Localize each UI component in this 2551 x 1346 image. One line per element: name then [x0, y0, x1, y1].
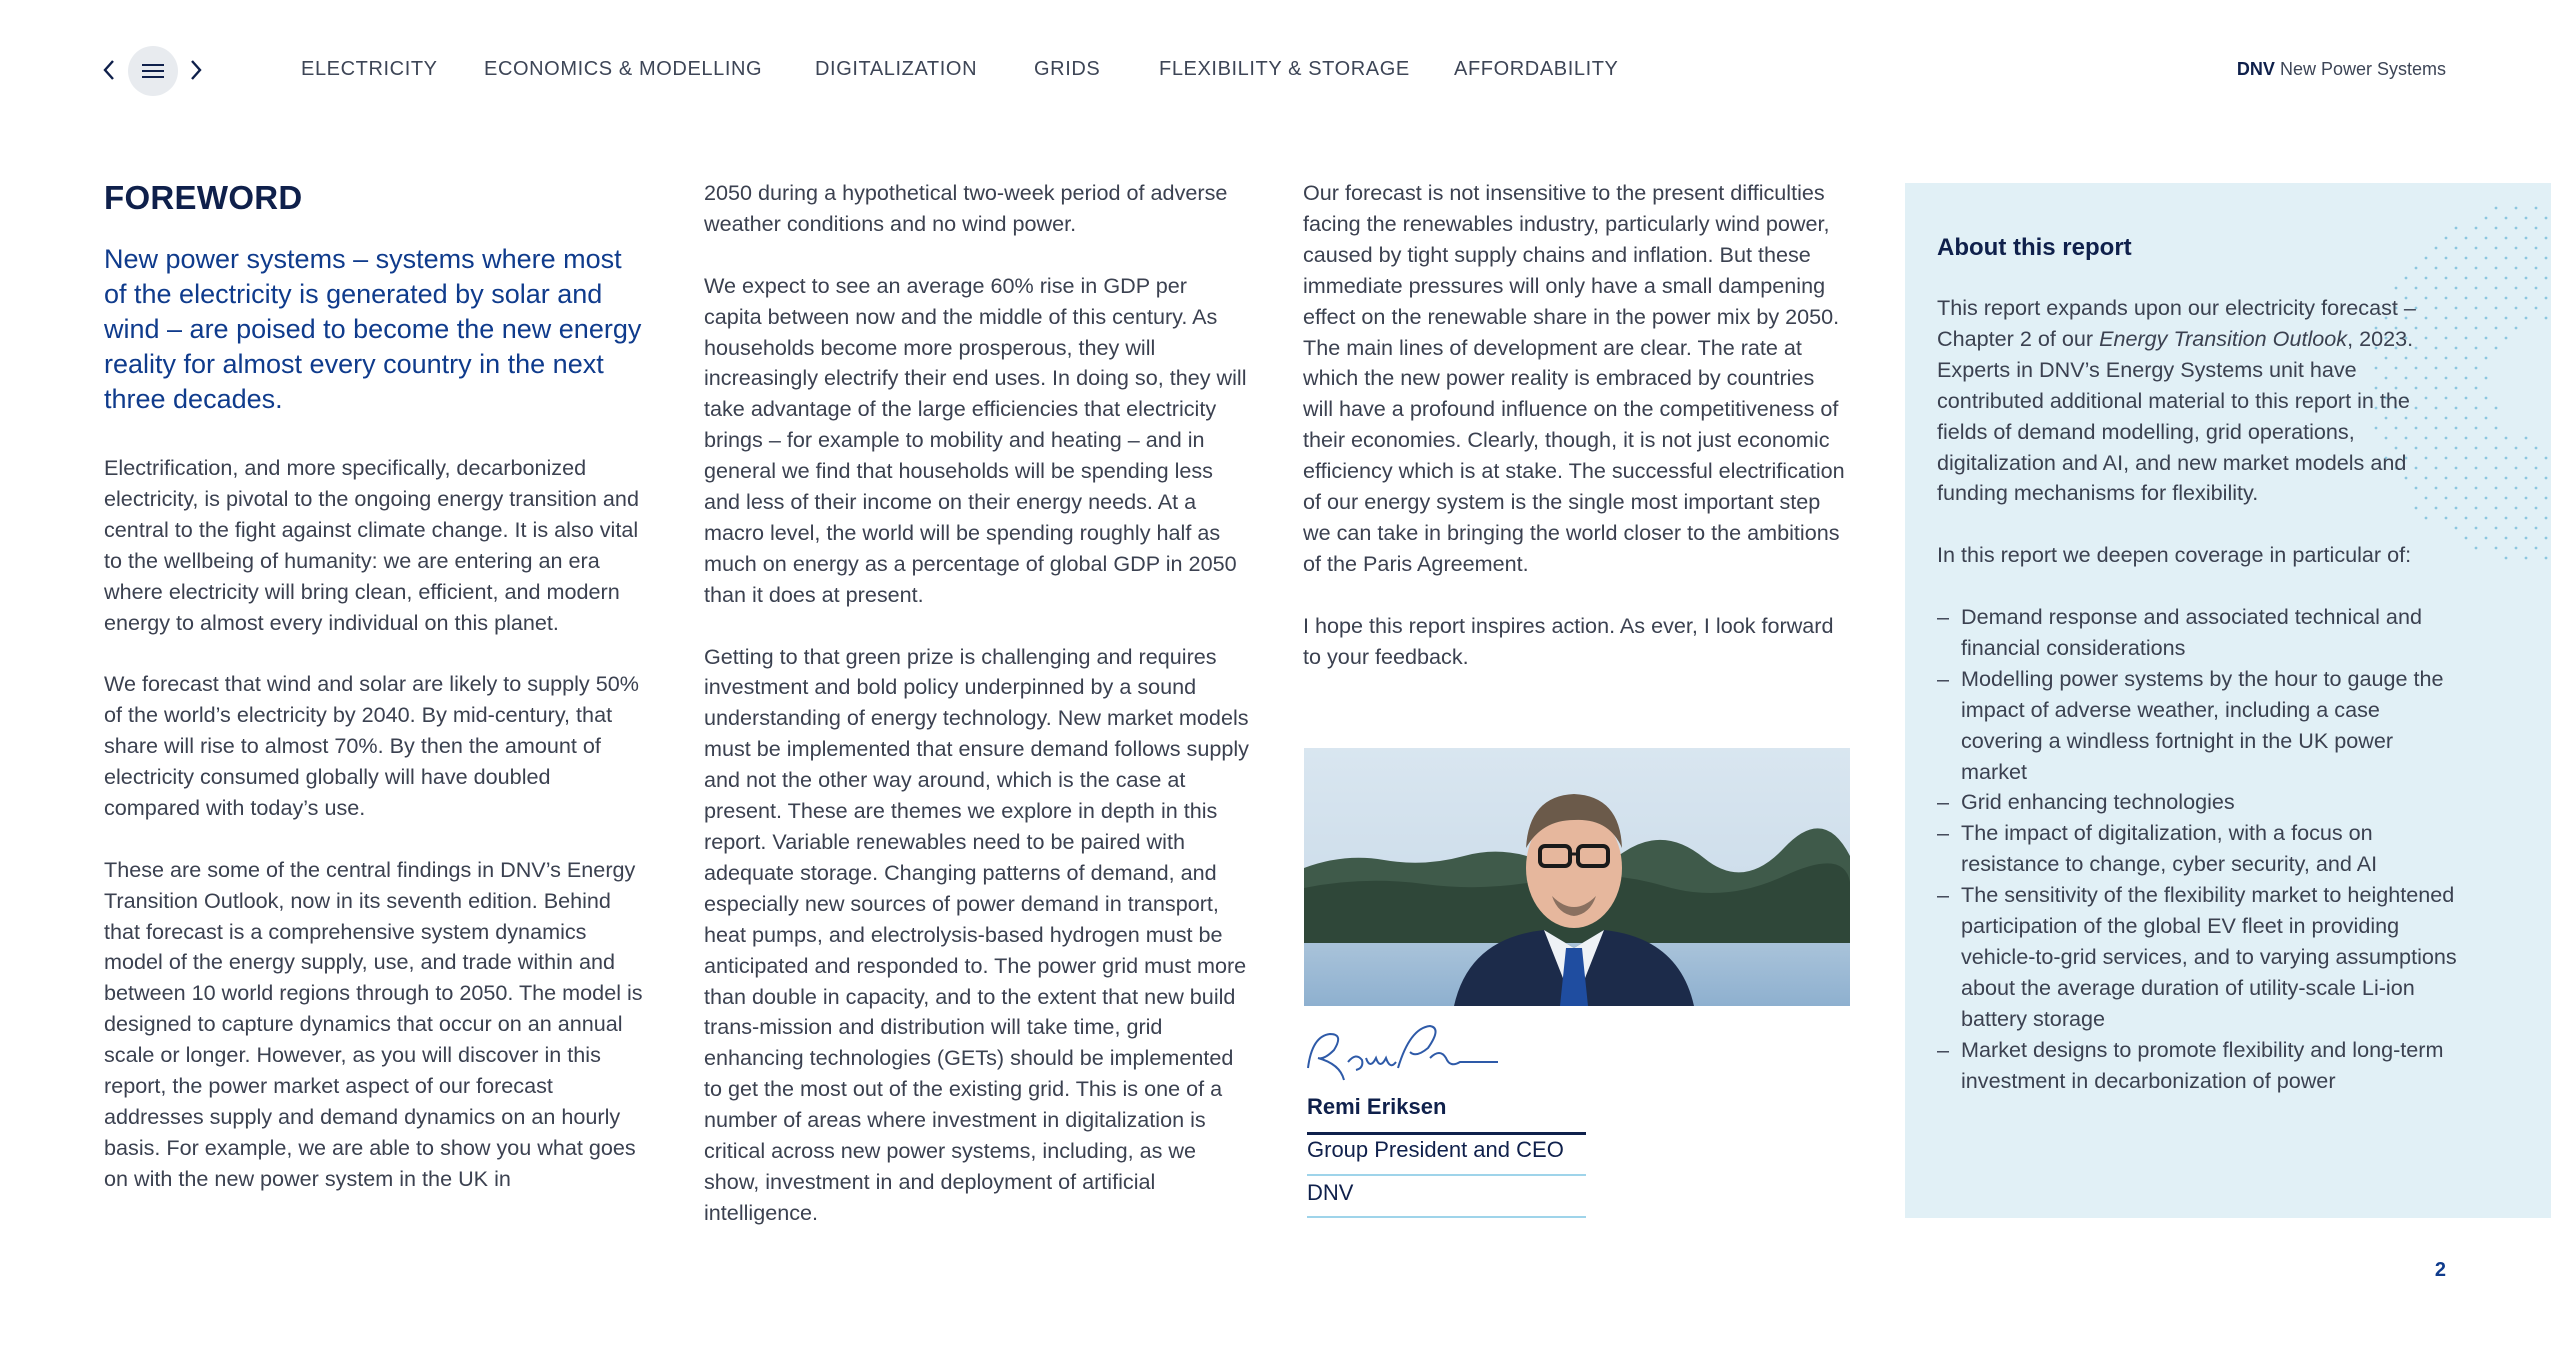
signatory-role: Group President and CEO	[1307, 1137, 1586, 1176]
body-paragraph: We forecast that wind and solar are likely to supply 50% of the world’s electricity by 2040. By mid-century, that share will rise to almost 70%. By then the amount of electricity consumed globally will have doubled compared with today’s use.	[104, 671, 639, 820]
nav-affordability[interactable]: AFFORDABILITY	[1454, 58, 1619, 80]
coverage-label: In this report we deepen coverage in particular of:	[1937, 542, 2412, 568]
top-navigation	[0, 0, 2551, 140]
body-paragraph: We expect to see an average 60% rise in GDP per capita between now and the middle of this century. As households become more prosperous, they will increasingly electrify their end uses. In doing so, they will take advantage of the large efficiencies that electricity brings – for example to mobility and heating – and in general we find that households will be spending less and less of their income on their energy needs. At a macro level, the world will be spending roughly half as much on energy as a percentage of global GDP in 2050 than it does at present.	[704, 272, 1247, 607]
ceo-portrait	[1304, 748, 1850, 1006]
signatory-organization: DNV	[1307, 1180, 1586, 1218]
list-item: – The impact of digitalization, with a focus on resistance to change, cyber security, and AI	[1937, 818, 2457, 880]
coverage-list	[1937, 602, 2457, 1097]
body-paragraph: 2050 during a hypothetical two-week period of adverse weather conditions and no wind power.	[704, 180, 1228, 236]
about-heading: About this report	[1937, 234, 2132, 261]
body-paragraph: Our forecast is not insensitive to the present difficulties facing the renewables industry, particularly wind power, caused by tight supply chains and inflation. But these immediate pressures will only have a small dampening effect on the renewable share in the power mix by 2050. The main lines of development are clear. The rate at which the new power reality is embraced by countries will have a profound influence on the competitiveness of their economies. Clearly, though, it is not just economic efficiency which is at stake. The successful electrification of our energy system is the single most important step we can take in bringing the world closer to the ambitions of the Paris Agreement.	[1303, 180, 1845, 576]
body-paragraph: I hope this report inspires action. As ever, I look forward to your feedback.	[1303, 612, 1834, 669]
body-paragraph: Electrification, and more specifically, decarbonized electricity, is pivotal to the ongoing energy transition and central to the fight against climate change. It is also vital to the wellbeing of humanity: we are entering an era where electricity will bring clean, efficient, and modern energy to almost every individual on this planet.	[104, 455, 639, 635]
brand-label	[2237, 59, 2446, 80]
about-intro: This report expands upon our electricity forecast – Chapter 2 of our Energy Transition Outlook, 2023. Experts in DNV’s Energy Systems unit have contributed additional material to this report in the fields of demand modelling, grid operations, digitalization and AI, and new market models and funding mechanisms for flexibility.	[1937, 295, 2416, 506]
chevron-left-icon[interactable]	[94, 52, 124, 88]
signatory-name: Remi Eriksen	[1307, 1094, 1586, 1135]
list-item: – Grid enhancing technologies	[1937, 787, 2457, 818]
page-number: 2	[2434, 1259, 2446, 1281]
foreword-column-3	[1303, 178, 1848, 703]
page-title: FOREWORD	[104, 179, 303, 216]
list-item: – Modelling power systems by the hour to gauge the impact of adverse weather, including a case covering a windless fortnight in the UK power market	[1937, 664, 2457, 788]
body-paragraph: Getting to that green prize is challenging and requires investment and bold policy underpinned by a sound understanding of energy technology. New market models must be implemented that ensure demand follows supply and not the other way around, which is the case at present. These are themes we explore in depth in this report. Variable renewables need to be paired with adequate storage. Changing patterns of demand, and especially new sources of power demand in transport, heat pumps, and electrolysis-based hydrogen must be anticipated and responded to. The power grid must more than double in capacity, and to the extent that new build trans-mission and distribution will take time, grid enhancing technologies (GETs) should be implemented to get the most out of the existing grid. This is one of a number of areas where investment in digitalization is critical across new power systems, including, as we show, investment in and deployment of artificial intelligence.	[704, 643, 1249, 1225]
nav-grids[interactable]: GRIDS	[1034, 58, 1101, 80]
nav-digitalization[interactable]: DIGITALIZATION	[815, 58, 978, 80]
foreword-column-2	[704, 178, 1249, 1260]
brand-subtitle: New Power Systems	[2279, 59, 2446, 79]
brand-name: DNV	[2236, 59, 2275, 79]
body-paragraph: These are some of the central findings in DNV’s Energy Transition Outlook, now in its seventh edition. Behind that forecast is a comprehensive system dynamics model of the energy supply, use, and trade within and between 10 world regions through to 2050. The model is designed to capture dynamics that occur on an annual scale or longer. However, as you will discover in this report, the power market aspect of our forecast addresses supply and demand dynamics on an hourly basis. For example, we are able to show you what goes on with the new power system in the UK in	[104, 856, 643, 1191]
foreword-column-1	[104, 178, 649, 1226]
about-this-report-panel	[1905, 183, 2551, 1218]
lead-paragraph: New power systems – systems where most of the electricity is generated by solar and wind – are poised to become the new energy reality for almost every country in the next three decades.	[104, 244, 642, 414]
chevron-right-icon[interactable]	[181, 52, 211, 88]
menu-icon[interactable]	[128, 46, 178, 96]
list-item: – Demand response and associated technical and financial considerations	[1937, 602, 2457, 664]
nav-electricity[interactable]: ELECTRICITY	[301, 58, 438, 80]
ceo-signature	[1300, 1018, 1500, 1090]
nav-economics-modelling[interactable]: ECONOMICS & MODELLING	[484, 58, 763, 80]
list-item: – The sensitivity of the flexibility market to heightened participation of the global EV fleet in providing vehicle-to-grid services, and to varying assumptions about the average duration of utility-scale Li-ion battery storage	[1937, 880, 2457, 1035]
nav-flexibility-storage[interactable]: FLEXIBILITY & STORAGE	[1159, 58, 1410, 80]
list-item: – Market designs to promote flexibility and long-term investment in decarbonization of power	[1937, 1035, 2457, 1097]
